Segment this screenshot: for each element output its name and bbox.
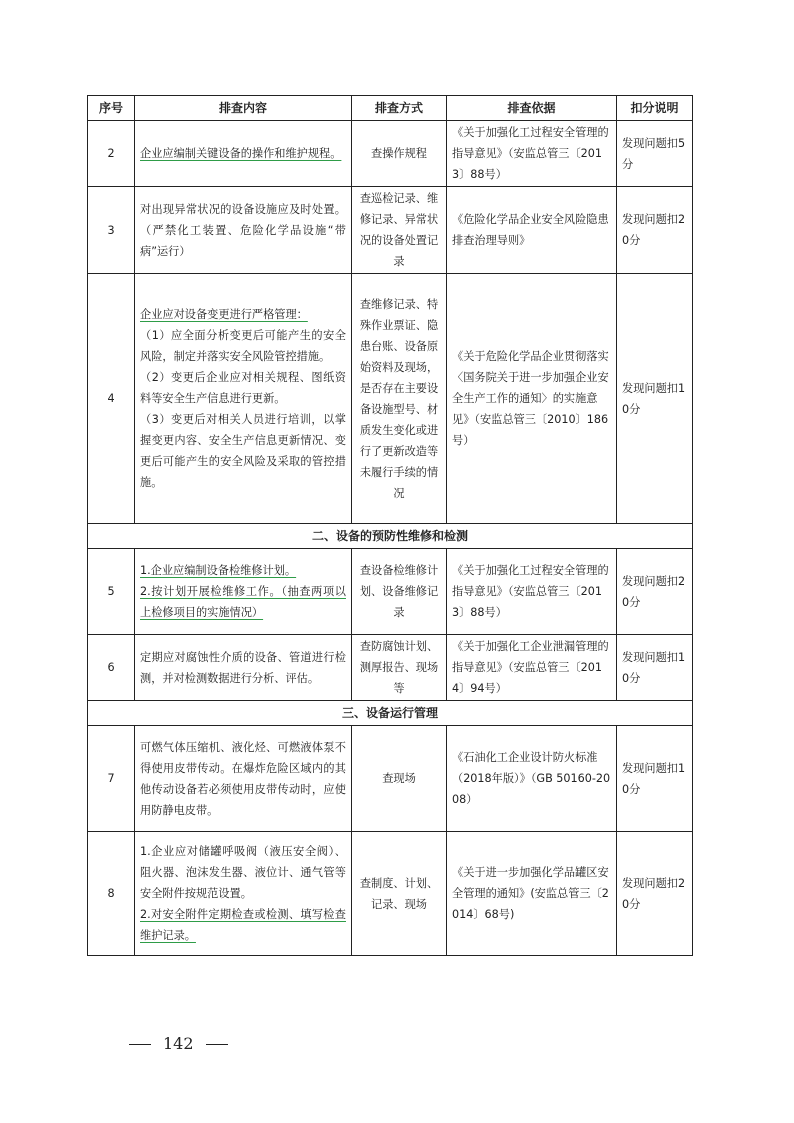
row-deduct: 发现问题扣20分	[617, 832, 693, 956]
row-basis: 《关于加强化工过程安全管理的指导意见》（安监总管三〔2013〕88号）	[447, 121, 617, 187]
table-row	[88, 832, 693, 956]
content-line: （2）变更后企业应对相关规程、图纸资料等安全生产信息进行更新。	[140, 371, 346, 405]
section-title: 二、设备的预防性维修和检测	[88, 524, 693, 549]
content-line: 可燃气体压缩机、液化烃、可燃液体泵不得使用皮带传动。在爆炸危险区域内的其他传动设备若必须使用皮带传动时，应使用防静电皮带。	[140, 740, 346, 817]
table-row	[88, 635, 693, 701]
content-line: 定期应对腐蚀性介质的设备、管道进行检测，并对检测数据进行分析、评估。	[140, 650, 346, 685]
page-footer	[117, 1034, 240, 1053]
row-method: 查巡检记录、维修记录、异常状况的设备处置记录	[352, 187, 447, 274]
content-line: （1）应全面分析变更后可能产生的安全风险，制定并落实安全风险管控措施。	[140, 329, 346, 363]
section-row	[88, 524, 693, 549]
row-content	[135, 187, 352, 274]
row-content	[135, 726, 352, 832]
footer-dash-right	[206, 1044, 228, 1045]
row-basis: 《关于加强化工企业泄漏管理的指导意见》（安监总管三〔2014〕94号）	[447, 635, 617, 701]
content-line: 1.企业应对储罐呼吸阀（液压安全阀）、阻火器、泡沫发生器、液位计、通气管等安全附件按规范设置。	[140, 845, 346, 900]
inspection-table	[87, 95, 693, 956]
content-line: 1.企业应编制设备检维修计划。	[140, 564, 297, 577]
header-method: 排查方式	[352, 96, 447, 121]
content-line: 企业应编制关键设备的操作和维护规程。	[140, 147, 342, 160]
row-basis: 《石油化工企业设计防火标准（2018年版）》（GB 50160-2008）	[447, 726, 617, 832]
row-method: 查制度、计划、记录、现场	[352, 832, 447, 956]
row-basis: 《关于加强化工过程安全管理的指导意见》（安监总管三〔2013〕88号）	[447, 549, 617, 635]
row-num: 5	[88, 549, 135, 635]
table-row	[88, 726, 693, 832]
row-content	[135, 832, 352, 956]
row-content	[135, 121, 352, 187]
row-deduct: 发现问题扣20分	[617, 549, 693, 635]
row-basis: 《关于进一步加强化学品罐区安全管理的通知》(安监总管三〔2014〕68号)	[447, 832, 617, 956]
row-num: 8	[88, 832, 135, 956]
row-num: 6	[88, 635, 135, 701]
page-number: 142	[163, 1034, 194, 1053]
row-content	[135, 549, 352, 635]
table-row	[88, 121, 693, 187]
row-num: 2	[88, 121, 135, 187]
header-basis: 排查依据	[447, 96, 617, 121]
row-method: 查设备检维修计划、设备维修记录	[352, 549, 447, 635]
header-deduct: 扣分说明	[617, 96, 693, 121]
table-row	[88, 549, 693, 635]
table-row	[88, 274, 693, 524]
table-header-row	[88, 96, 693, 121]
row-deduct: 发现问题扣5分	[617, 121, 693, 187]
content-line: （3）变更后对相关人员进行培训，以掌握变更内容、安全生产信息更新情况、变更后可能产生的安全风险及采取的管控措施。	[140, 413, 346, 489]
section-title: 三、设备运行管理	[88, 701, 693, 726]
row-deduct: 发现问题扣20分	[617, 187, 693, 274]
row-num: 4	[88, 274, 135, 524]
header-num: 序号	[88, 96, 135, 121]
row-method: 查现场	[352, 726, 447, 832]
section-row	[88, 701, 693, 726]
row-deduct: 发现问题扣10分	[617, 274, 693, 524]
row-method: 查防腐蚀计划、测厚报告、现场等	[352, 635, 447, 701]
row-deduct: 发现问题扣10分	[617, 726, 693, 832]
row-basis: 《危险化学品企业安全风险隐患排查治理导则》	[447, 187, 617, 274]
row-num: 7	[88, 726, 135, 832]
content-line: 企业应对设备变更进行严格管理：	[140, 308, 308, 321]
table-row	[88, 187, 693, 274]
footer-dash-left	[129, 1044, 151, 1045]
row-content	[135, 635, 352, 701]
header-content: 排查内容	[135, 96, 352, 121]
content-line: 2.对安全附件定期检查或检测、填写检查维护记录。	[140, 908, 346, 942]
row-basis: 《关于危险化学品企业贯彻落实〈国务院关于进一步加强企业安全生产工作的通知〉的实施意见》（安监总管三〔2010〕186号）	[447, 274, 617, 524]
row-content	[135, 274, 352, 524]
row-deduct: 发现问题扣10分	[617, 635, 693, 701]
content-line: 对出现异常状况的设备设施应及时处置。（严禁化工装置、危险化学品设施“带病”运行）	[140, 202, 346, 258]
content-line: 2.按计划开展检维修工作。（抽查两项以上检修项目的实施情况）	[140, 585, 346, 619]
row-num: 3	[88, 187, 135, 274]
row-method: 查维修记录、特殊作业票证、隐患台账、设备原始资料及现场，是否存在主要设备设施型号、材质发生变化或进行了更新改造等未履行手续的情况	[352, 274, 447, 524]
row-method: 查操作规程	[352, 121, 447, 187]
